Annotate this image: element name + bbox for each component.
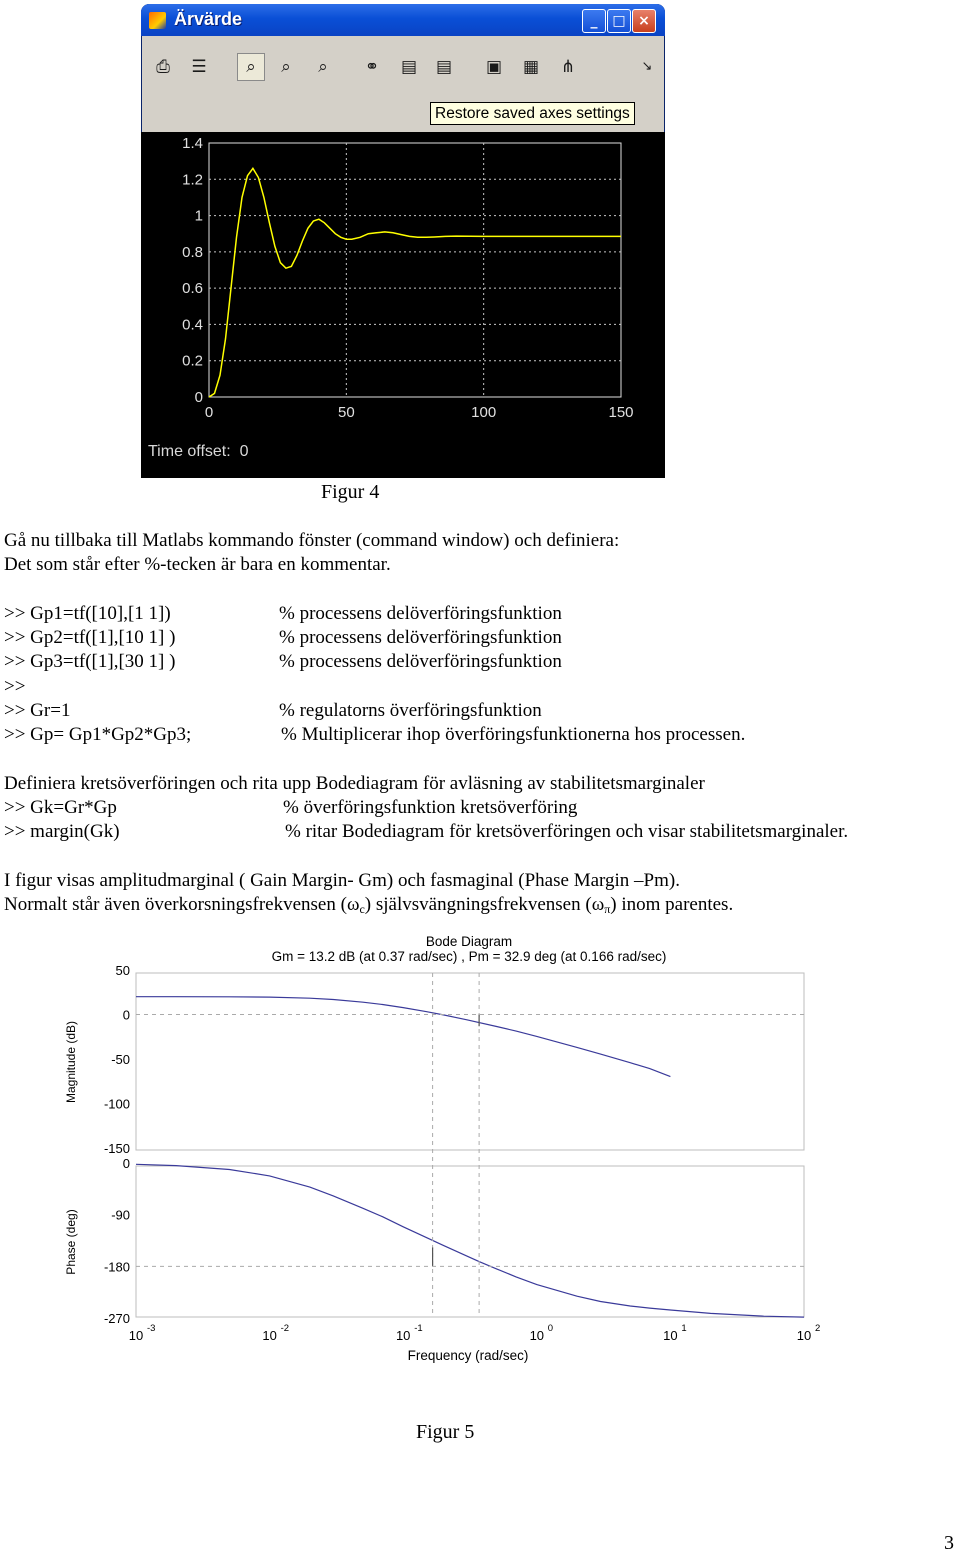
magnitude-ytick-label: 50 xyxy=(115,963,130,978)
title-bar xyxy=(141,4,665,36)
scope-ytick-label: 0.6 xyxy=(182,280,203,298)
xtick-label-exponent: 2 xyxy=(815,1323,821,1334)
omega-symbol: ω xyxy=(346,894,360,915)
restore-axes-icon[interactable]: ▤ xyxy=(435,57,453,77)
margins-text-part: Normalt står även överkorsningsfrekvensen ( xyxy=(4,894,347,915)
margins-text-part: ) självsvängningsfrekvensen ( xyxy=(364,894,592,915)
magnitude-curve xyxy=(136,997,670,1077)
scope-ytick-label: 1 xyxy=(194,207,203,225)
magnitude-ytick-label: -150 xyxy=(103,1141,130,1156)
bode-plot-marks xyxy=(104,963,820,1343)
omega-symbol: ω xyxy=(591,894,605,915)
scope-toolbar xyxy=(144,40,660,100)
xtick-label-exponent: -3 xyxy=(147,1323,156,1334)
xtick-label-exponent: -1 xyxy=(414,1323,423,1334)
time-offset-value: 0 xyxy=(239,443,249,460)
phase-ytick-label: -90 xyxy=(111,1207,130,1223)
scope-ytick-label: 0.2 xyxy=(182,352,203,370)
code-comment: % Multiplicerar ihop överföringsfunktionerna hos processen. xyxy=(281,724,746,745)
scope-plot-area xyxy=(141,132,665,478)
intro-line-2: Det som står efter %-tecken är bara en kommentar. xyxy=(4,554,391,575)
xtick-label-base: 10 xyxy=(262,1328,277,1343)
lock-axes-icon[interactable]: ▦ xyxy=(522,57,540,77)
bode-diagram xyxy=(0,925,960,1375)
scope-chart xyxy=(141,132,665,432)
time-offset-readout xyxy=(148,443,249,461)
matlab-icon xyxy=(149,12,166,29)
scope-xtick-label: 0 xyxy=(204,404,214,421)
scope-xtick-label: 100 xyxy=(471,404,497,421)
xtick-label-exponent: 0 xyxy=(547,1323,554,1334)
code-cmd: >> Gp= Gp1*Gp2*Gp3; xyxy=(4,724,192,745)
bode-title: Bode Diagram xyxy=(425,934,513,949)
magnitude-ylabel: Magnitude (dB) xyxy=(64,1020,78,1104)
xtick-label-exponent: -2 xyxy=(280,1323,290,1334)
phase-curve xyxy=(136,1164,804,1317)
xtick-label-base: 10 xyxy=(395,1328,411,1343)
code-cmd: >> xyxy=(4,676,26,697)
phase-ytick-label: 0 xyxy=(122,1156,130,1171)
xtick-label-base: 10 xyxy=(529,1328,545,1343)
close-button[interactable]: × xyxy=(632,9,656,33)
code-cmd: >> Gp2=tf([1],[10 1] ) xyxy=(4,627,176,648)
margins-line-2 xyxy=(4,894,733,920)
margins-text-part: ) inom parentes. xyxy=(610,894,734,915)
margins-line-1: I figur visas amplitudmarginal ( Gain Margin- Gm) och fasmaginal (Phase Margin –Pm). xyxy=(4,870,680,891)
code-cmd: >> Gp1=tf([10],[1 1]) xyxy=(4,603,171,624)
code-cmd: >> margin(Gk) xyxy=(4,821,120,842)
subscript-pi: π xyxy=(604,902,611,916)
zoom-y-icon[interactable]: ⌕ xyxy=(318,57,328,77)
code-comment: % överföringsfunktion kretsöverföring xyxy=(283,797,578,818)
zoom-icon[interactable]: ⌕ xyxy=(237,53,265,81)
scope-ytick-label: 0.4 xyxy=(182,316,203,334)
intro-line-1: Gå nu tillbaka till Matlabs kommando fönster (command window) och definiera: xyxy=(4,530,620,551)
xtick-label-exponent: 1 xyxy=(681,1323,687,1334)
arrow-down-icon[interactable]: ↘ xyxy=(641,59,653,74)
floating-scope-icon[interactable]: ▣ xyxy=(485,57,503,77)
xtick-label-base: 10 xyxy=(796,1328,812,1343)
tooltip: Restore saved axes settings xyxy=(430,102,635,125)
xtick-label-base: 10 xyxy=(128,1328,144,1343)
figure5-caption: Figur 5 xyxy=(416,1421,475,1443)
page-number: 3 xyxy=(944,1532,954,1554)
code-comment: % processens delöverföringsfunktion xyxy=(279,603,562,624)
window-title: Ärvärde xyxy=(174,9,243,29)
scope-ytick-label: 1.4 xyxy=(182,135,203,152)
time-offset-label: Time offset: xyxy=(148,443,231,460)
code-cmd: >> Gr=1 xyxy=(4,700,71,721)
xtick-label-base: 10 xyxy=(663,1328,678,1343)
magnitude-axes-frame xyxy=(136,973,804,1150)
params-icon[interactable]: ☰ xyxy=(191,57,207,77)
scope-xtick-label: 50 xyxy=(337,404,355,421)
code-comment: % ritar Bodediagram för kretsöverföringen och visar stabilitetsmarginaler. xyxy=(285,821,849,842)
code-comment: % regulatorns överföringsfunktion xyxy=(279,700,542,721)
scope-ytick-label: 0.8 xyxy=(182,243,203,261)
binoculars-icon[interactable]: ⚭ xyxy=(364,57,380,77)
magnitude-ytick-label: -50 xyxy=(111,1052,130,1067)
phase-ytick-label: -270 xyxy=(103,1311,130,1326)
magnitude-ytick-label: -100 xyxy=(103,1096,130,1112)
zoom-x-icon[interactable]: ⌕ xyxy=(281,57,291,77)
save-axes-icon[interactable]: ▤ xyxy=(400,57,418,77)
subscript-c: c xyxy=(359,902,365,916)
signal-selection-icon[interactable]: ⋔ xyxy=(560,57,576,77)
code-comment: % processens delöverföringsfunktion xyxy=(279,627,562,648)
bode-subtitle: Gm = 13.2 dB (at 0.37 rad/sec) , Pm = 32.9 deg (at 0.166 rad/sec) xyxy=(271,949,667,964)
print-icon[interactable]: ⎙ xyxy=(156,57,170,77)
phase-ytick-label: -180 xyxy=(103,1259,130,1275)
code-comment: % processens delöverföringsfunktion xyxy=(279,651,562,672)
scope-trace xyxy=(209,168,621,397)
define-text: Definiera kretsöverföringen och rita upp Bodediagram för avläsning av stabilitetsmarginaler xyxy=(4,773,705,794)
scope-window xyxy=(141,4,665,478)
maximize-button[interactable]: □ xyxy=(607,9,631,33)
bode-xlabel: Frequency (rad/sec) xyxy=(407,1348,529,1363)
phase-axes-frame xyxy=(136,1166,804,1317)
scope-ytick-label: 1.2 xyxy=(182,171,203,189)
magnitude-ytick-label: 0 xyxy=(122,1007,130,1023)
scope-ytick-label: 0 xyxy=(194,389,203,406)
figure4-caption: Figur 4 xyxy=(321,481,380,503)
minimize-button[interactable]: _ xyxy=(582,9,606,33)
code-cmd: >> Gp3=tf([1],[30 1] ) xyxy=(4,651,176,672)
scope-xtick-label: 150 xyxy=(608,404,634,421)
code-cmd: >> Gk=Gr*Gp xyxy=(4,797,117,818)
phase-ylabel: Phase (deg) xyxy=(64,1209,78,1275)
scope-axes-frame xyxy=(209,143,621,397)
